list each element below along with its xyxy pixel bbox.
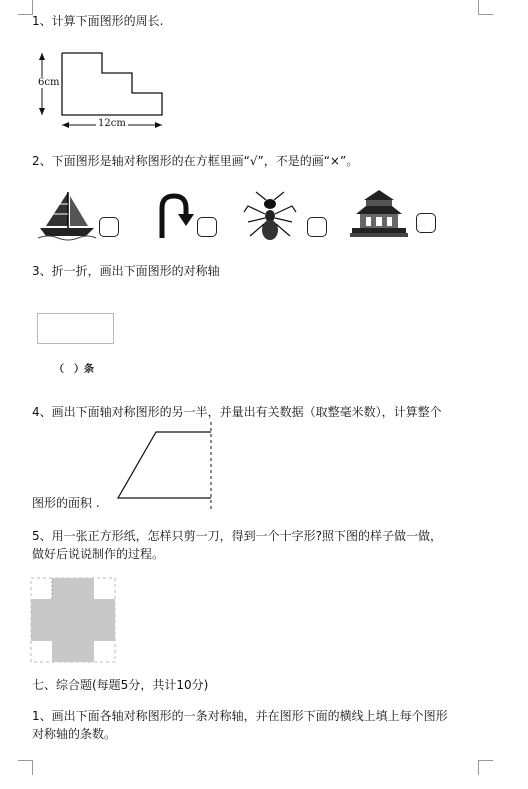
crop-mark-top-left bbox=[18, 0, 33, 15]
question-4-text-line1: 4、画出下面轴对称图形的另一半，并量出有关数据（取整毫米数），计算整个 bbox=[32, 405, 442, 419]
pink-rectangle bbox=[37, 313, 114, 344]
question-2-text: 2、下面图形是轴对称图形的在方框里画“√”，不是的画“×”。 bbox=[32, 154, 359, 168]
ant-icon bbox=[242, 192, 298, 242]
answer-box-2[interactable] bbox=[197, 217, 217, 237]
answer-box-4[interactable] bbox=[416, 213, 436, 233]
axis-count-answer: （ ）条 bbox=[54, 364, 94, 375]
question-3-text: 3、折一折，画出下面图形的对称轴 bbox=[32, 264, 220, 278]
pagoda-icon bbox=[350, 190, 408, 240]
question-1-text: 1、计算下面图形的周长. bbox=[32, 14, 164, 28]
section-7-title: 七、综合题(每题5分，共计10分) bbox=[32, 678, 209, 692]
section-7-question-1-line2: 对称轴的条数。 bbox=[32, 727, 117, 741]
answer-box-1[interactable] bbox=[99, 217, 119, 237]
section-7-question-1-line1: 1、画出下面各轴对称图形的一条对称轴，并在图形下面的横线上填上每个图形 bbox=[32, 709, 448, 723]
sailboat-icon bbox=[38, 190, 96, 240]
crop-mark-top-right bbox=[478, 0, 493, 15]
question-4-text-line2: 图形的面积 . bbox=[32, 496, 100, 510]
hook-arrow-icon bbox=[154, 192, 190, 240]
crop-mark-bottom-left bbox=[18, 760, 33, 775]
question-5-text-line2: 做好后说说制作的过程。 bbox=[32, 547, 165, 561]
cross-shape-figure bbox=[31, 578, 115, 662]
height-label: 6cm bbox=[38, 77, 60, 88]
crop-mark-bottom-right bbox=[478, 760, 493, 775]
width-label: 12cm bbox=[98, 118, 126, 129]
question-5-text-line1: 5、用一张正方形纸，怎样只剪一刀，得到一个十字形?照下图的样子做一做， bbox=[32, 529, 443, 543]
answer-box-3[interactable] bbox=[307, 217, 327, 237]
trapezoid-figure bbox=[110, 418, 220, 510]
